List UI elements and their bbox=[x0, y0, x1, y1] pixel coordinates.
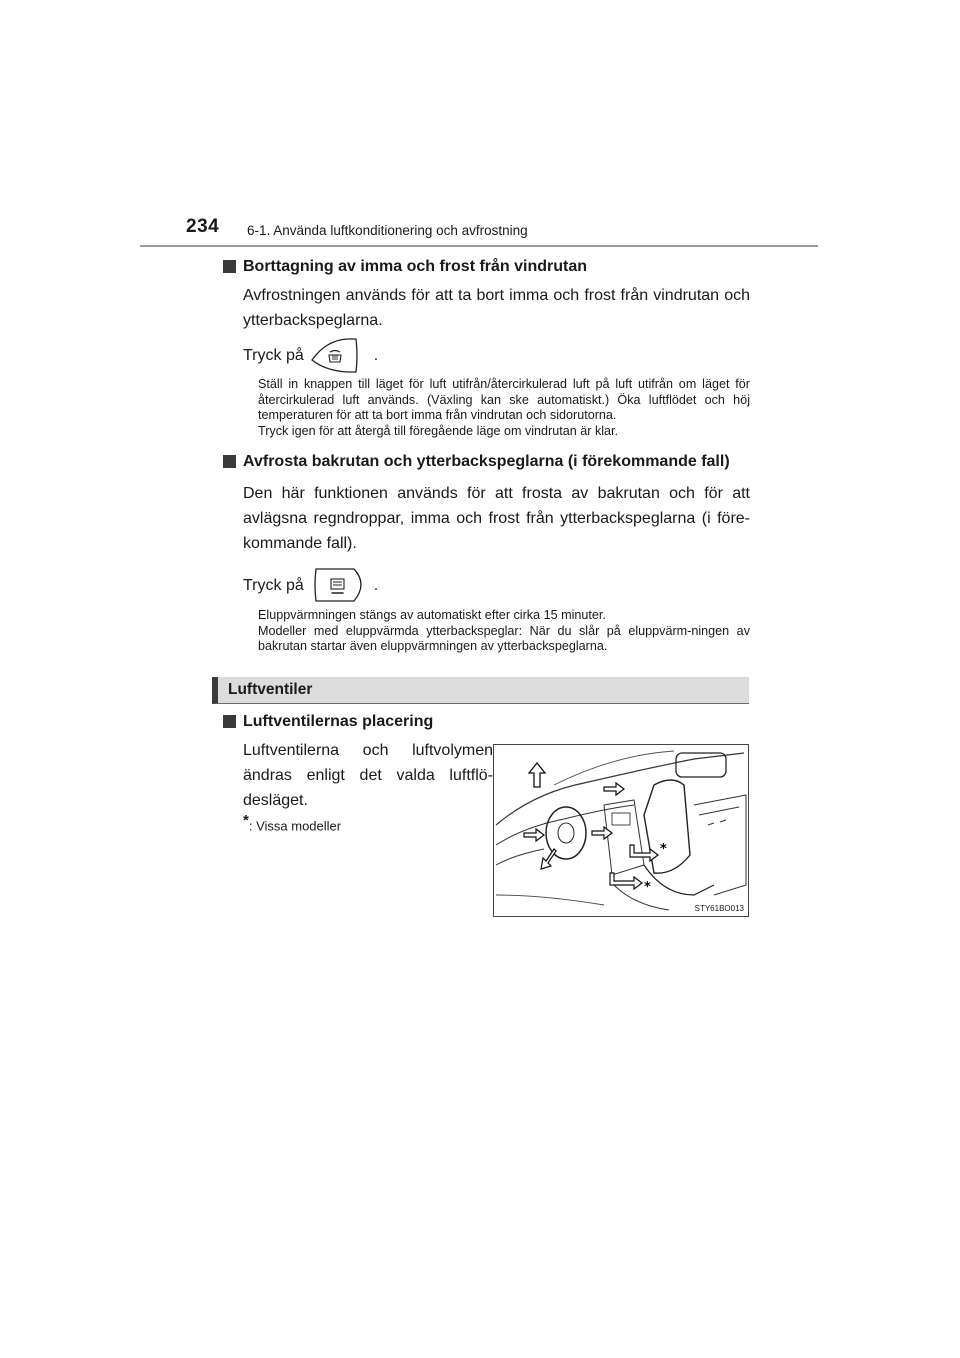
press-period: . bbox=[373, 346, 379, 364]
windshield-defrost-icon bbox=[308, 336, 370, 374]
note-text-2: Tryck igen för att återgå till föregående läge om vindrutan är klar. bbox=[258, 423, 619, 438]
press-period: . bbox=[373, 576, 379, 594]
section-defog-windshield bbox=[222, 255, 750, 439]
header-divider bbox=[140, 245, 818, 247]
figure-star-1: * bbox=[660, 842, 667, 857]
footnote-text: : Vissa modeller bbox=[248, 818, 342, 834]
section-heading bbox=[222, 450, 750, 473]
press-label: Tryck på bbox=[243, 576, 304, 594]
body-text: Luftventilerna och luftvolymen ändras enligt det valda luftflö-desläget. bbox=[243, 742, 493, 809]
press-instruction bbox=[222, 566, 750, 604]
note-text: Ställ in knappen till läget för luft utifrån/återcirkulerad luft på luft utifrån om läget för återcirkulerad luft används. (Växling kan ske automatiskt.) Öka luftflödet och höj temperaturen för att ta bort imma från vindrutan och sidorutorna. bbox=[258, 377, 750, 422]
body-text: Den här funktionen används för att frosta av bakrutan och för att avlägsna regndroppar, imma och frost från ytterbackspeglarna (i före-kommande fall). bbox=[243, 485, 750, 552]
note-text-2: Modeller med eluppvärmda ytterbackspeglar: När du slår på eluppvärm-ningen av bakrutan startar även eluppvärmningen av ytterbackspeglarna. bbox=[258, 623, 750, 653]
heading-text: Avfrosta bakrutan och ytterbackspeglarna (i förekommande fall) bbox=[243, 453, 730, 470]
section-rear-defrost bbox=[222, 450, 750, 655]
rear-defrost-icon bbox=[308, 566, 370, 604]
press-label: Tryck på bbox=[243, 346, 304, 364]
figure-code: STY61BO013 bbox=[694, 904, 744, 913]
car-interior-drawing bbox=[494, 745, 748, 916]
bullet-square-icon bbox=[223, 715, 236, 728]
footnote-star: * bbox=[243, 812, 249, 829]
vent-location-illustration bbox=[493, 744, 749, 917]
note-text: Eluppvärmningen stängs av automatiskt efter cirka 15 minuter. bbox=[258, 608, 606, 622]
section-bar-air-vents bbox=[212, 677, 749, 704]
section-heading bbox=[222, 255, 750, 278]
chapter-title: 6-1. Använda luftkonditionering och avfrostning bbox=[247, 223, 528, 238]
section-bar-title: Luftventiler bbox=[228, 681, 313, 698]
page-number: 234 bbox=[186, 216, 220, 237]
bullet-square-icon bbox=[223, 260, 236, 273]
heading-text: Luftventilernas placering bbox=[243, 713, 434, 730]
bullet-square-icon bbox=[223, 455, 236, 468]
heading-text: Borttagning av imma och frost från vindrutan bbox=[243, 258, 588, 275]
body-text: Avfrostningen används för att ta bort imma och frost från vindrutan och ytterbackspeglarna. bbox=[243, 287, 750, 329]
section-heading bbox=[222, 710, 750, 733]
figure-star-2: * bbox=[644, 880, 651, 895]
press-instruction bbox=[222, 336, 750, 374]
